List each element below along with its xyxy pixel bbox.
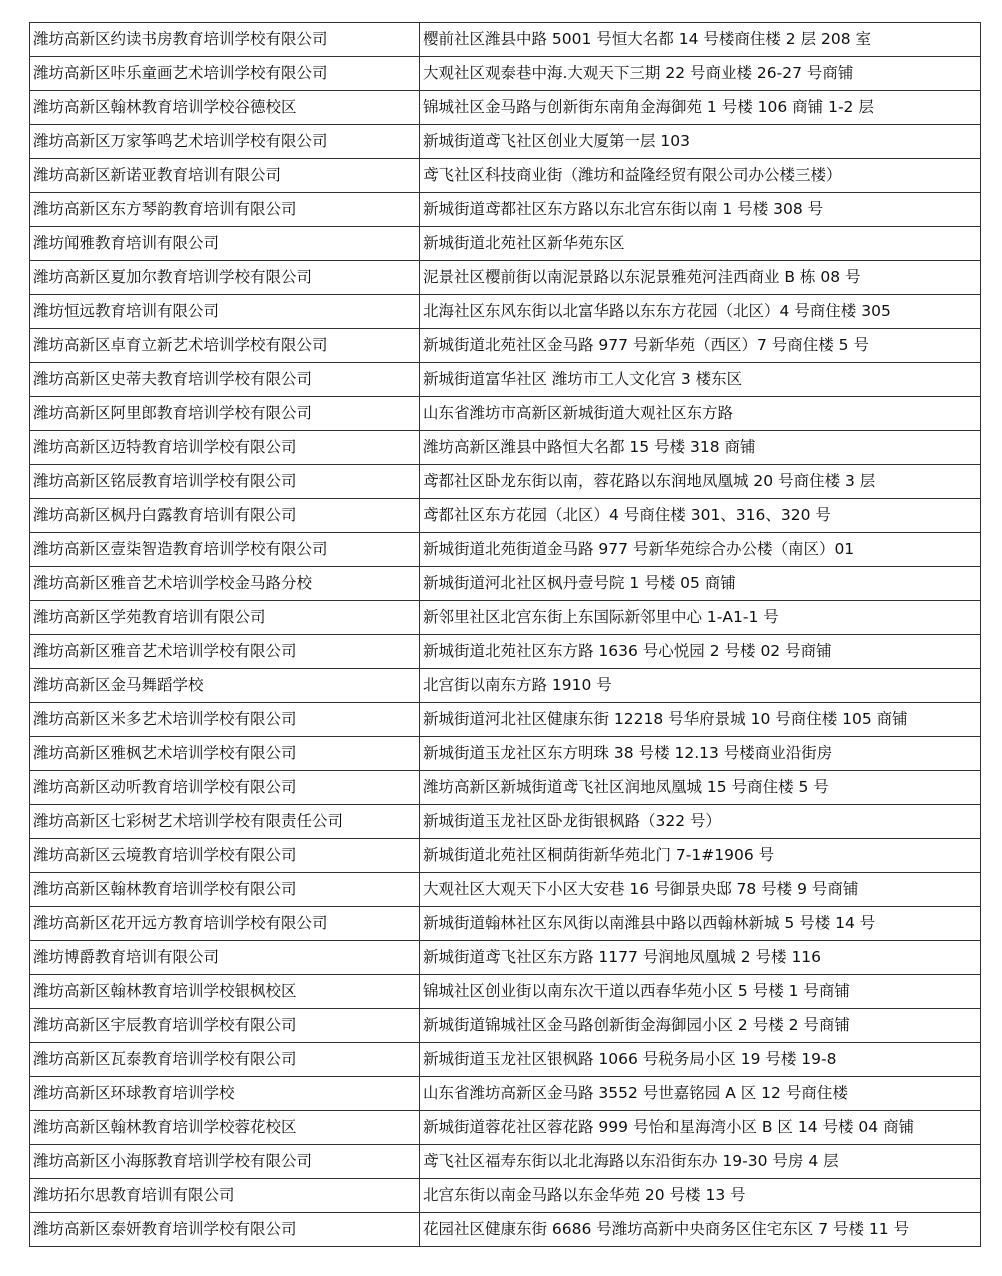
school-address-cell: 新城街道蓉花社区蓉花路 999 号怡和星海湾小区 B 区 14 号楼 04 商铺 [420,1111,981,1145]
school-name-cell: 潍坊高新区瓦泰教育培训学校有限公司 [30,1043,420,1077]
table-row [30,839,981,873]
school-address-cell: 鸢都社区卧龙东街以南，蓉花路以东润地凤凰城 20 号商住楼 3 层 [420,465,981,499]
table-row [30,1145,981,1179]
table-row [30,941,981,975]
table-row [30,227,981,261]
school-name-cell: 潍坊闻雅教育培训有限公司 [30,227,420,261]
school-name-cell: 潍坊高新区泰妍教育培训学校有限公司 [30,1213,420,1247]
school-address-cell: 新城街道玉龙社区银枫路 1066 号税务局小区 19 号楼 19-8 [420,1043,981,1077]
school-name-cell: 潍坊高新区东方琴韵教育培训有限公司 [30,193,420,227]
school-name-cell: 潍坊高新区万家筝鸣艺术培训学校有限公司 [30,125,420,159]
school-name-cell: 潍坊高新区枫丹白露教育培训有限公司 [30,499,420,533]
school-name-cell: 潍坊拓尔思教育培训有限公司 [30,1179,420,1213]
school-name-cell: 潍坊高新区雅枫艺术培训学校有限公司 [30,737,420,771]
school-address-cell: 新城街道北苑社区桐荫街新华苑北门 7-1#1906 号 [420,839,981,873]
table-body [30,23,981,1247]
table-row [30,635,981,669]
school-name-cell: 潍坊博爵教育培训有限公司 [30,941,420,975]
school-name-cell: 潍坊高新区翰林教育培训学校谷德校区 [30,91,420,125]
school-address-cell: 新城街道翰林社区东风街以南潍县中路以西翰林新城 5 号楼 14 号 [420,907,981,941]
school-address-cell: 新城街道北苑街道金马路 977 号新华苑综合办公楼（南区）01 [420,533,981,567]
school-address-cell: 新城街道锦城社区金马路创新街金海御园小区 2 号楼 2 号商铺 [420,1009,981,1043]
school-address-cell: 樱前社区潍县中路 5001 号恒大名都 14 号楼商住楼 2 层 208 室 [420,23,981,57]
school-name-cell: 潍坊高新区米多艺术培训学校有限公司 [30,703,420,737]
school-name-cell: 潍坊高新区迈特教育培训学校有限公司 [30,431,420,465]
school-name-cell: 潍坊高新区宇辰教育培训学校有限公司 [30,1009,420,1043]
school-address-table-container [29,22,980,1247]
school-address-cell: 潍坊高新区潍县中路恒大名都 15 号楼 318 商铺 [420,431,981,465]
school-address-cell: 新城街道鸢飞社区创业大厦第一层 103 [420,125,981,159]
school-address-cell: 北海社区东风东街以北富华路以东东方花园（北区）4 号商住楼 305 [420,295,981,329]
school-address-cell: 新城街道富华社区 潍坊市工人文化宫 3 楼东区 [420,363,981,397]
table-row [30,1111,981,1145]
school-address-cell: 新城街道鸢飞社区东方路 1177 号润地凤凰城 2 号楼 116 [420,941,981,975]
school-name-cell: 潍坊高新区约读书房教育培训学校有限公司 [30,23,420,57]
school-name-cell: 潍坊高新区雅音艺术培训学校有限公司 [30,635,420,669]
school-address-cell: 新城街道北苑社区金马路 977 号新华苑（西区）7 号商住楼 5 号 [420,329,981,363]
school-address-table [29,22,981,1247]
table-row [30,975,981,1009]
school-address-cell: 山东省潍坊市高新区新城街道大观社区东方路 [420,397,981,431]
table-row [30,873,981,907]
school-address-cell: 北宫街以南东方路 1910 号 [420,669,981,703]
school-address-cell: 泥景社区樱前街以南泥景路以东泥景雅苑河洼西商业 B 栋 08 号 [420,261,981,295]
table-row [30,329,981,363]
school-address-cell: 新城街道北苑社区东方路 1636 号心悦园 2 号楼 02 号商铺 [420,635,981,669]
school-address-cell: 新城街道河北社区健康东街 12218 号华府景城 10 号商住楼 105 商铺 [420,703,981,737]
table-row [30,125,981,159]
school-address-cell: 潍坊高新区新城街道鸢飞社区润地凤凰城 15 号商住楼 5 号 [420,771,981,805]
table-row [30,669,981,703]
school-name-cell: 潍坊高新区动听教育培训学校有限公司 [30,771,420,805]
table-row [30,57,981,91]
school-address-cell: 新邻里社区北宫东街上东国际新邻里中心 1-A1-1 号 [420,601,981,635]
table-row [30,771,981,805]
school-name-cell: 潍坊高新区翰林教育培训学校有限公司 [30,873,420,907]
school-address-cell: 花园社区健康东街 6686 号潍坊高新中央商务区住宅东区 7 号楼 11 号 [420,1213,981,1247]
table-row [30,397,981,431]
table-row [30,737,981,771]
table-row [30,159,981,193]
table-row [30,431,981,465]
school-name-cell: 潍坊高新区雅音艺术培训学校金马路分校 [30,567,420,601]
table-row [30,1213,981,1247]
school-address-cell: 新城街道北苑社区新华苑东区 [420,227,981,261]
school-address-cell: 新城街道玉龙社区卧龙街银枫路（322 号） [420,805,981,839]
school-address-cell: 锦城社区创业街以南东次干道以西春华苑小区 5 号楼 1 号商铺 [420,975,981,1009]
school-name-cell: 潍坊高新区七彩树艺术培训学校有限责任公司 [30,805,420,839]
school-address-cell: 鸢飞社区福寿东街以北北海路以东沿街东办 19-30 号房 4 层 [420,1145,981,1179]
school-address-cell: 大观社区观泰巷中海.大观天下三期 22 号商业楼 26-27 号商铺 [420,57,981,91]
school-name-cell: 潍坊高新区翰林教育培训学校银枫校区 [30,975,420,1009]
table-row [30,907,981,941]
school-name-cell: 潍坊高新区花开远方教育培训学校有限公司 [30,907,420,941]
table-row [30,295,981,329]
table-row [30,261,981,295]
table-row [30,567,981,601]
table-row [30,363,981,397]
school-name-cell: 潍坊恒远教育培训有限公司 [30,295,420,329]
table-row [30,703,981,737]
table-row [30,533,981,567]
school-address-cell: 锦城社区金马路与创新街东南角金海御苑 1 号楼 106 商铺 1-2 层 [420,91,981,125]
school-name-cell: 潍坊高新区环球教育培训学校 [30,1077,420,1111]
table-row [30,1179,981,1213]
school-name-cell: 潍坊高新区夏加尔教育培训学校有限公司 [30,261,420,295]
school-address-cell: 北宫东街以南金马路以东金华苑 20 号楼 13 号 [420,1179,981,1213]
school-name-cell: 潍坊高新区铭辰教育培训学校有限公司 [30,465,420,499]
school-address-cell: 新城街道鸢都社区东方路以东北宫东街以南 1 号楼 308 号 [420,193,981,227]
school-address-cell: 鸢都社区东方花园（北区）4 号商住楼 301、316、320 号 [420,499,981,533]
school-name-cell: 潍坊高新区小海豚教育培训学校有限公司 [30,1145,420,1179]
school-name-cell: 潍坊高新区新诺亚教育培训有限公司 [30,159,420,193]
school-address-cell: 山东省潍坊高新区金马路 3552 号世嘉铭园 A 区 12 号商住楼 [420,1077,981,1111]
school-address-cell: 大观社区大观天下小区大安巷 16 号御景央邸 78 号楼 9 号商铺 [420,873,981,907]
school-name-cell: 潍坊高新区壹柒智造教育培训学校有限公司 [30,533,420,567]
table-row [30,23,981,57]
school-name-cell: 潍坊高新区云境教育培训学校有限公司 [30,839,420,873]
table-row [30,601,981,635]
school-address-cell: 鸢飞社区科技商业街（潍坊和益隆经贸有限公司办公楼三楼） [420,159,981,193]
table-row [30,1043,981,1077]
table-row [30,465,981,499]
table-row [30,1077,981,1111]
school-name-cell: 潍坊高新区卓育立新艺术培训学校有限公司 [30,329,420,363]
table-row [30,91,981,125]
school-name-cell: 潍坊高新区阿里郎教育培训学校有限公司 [30,397,420,431]
school-name-cell: 潍坊高新区学苑教育培训有限公司 [30,601,420,635]
school-address-cell: 新城街道河北社区枫丹壹号院 1 号楼 05 商铺 [420,567,981,601]
school-address-cell: 新城街道玉龙社区东方明珠 38 号楼 12.13 号楼商业沿街房 [420,737,981,771]
school-name-cell: 潍坊高新区翰林教育培训学校蓉花校区 [30,1111,420,1145]
school-name-cell: 潍坊高新区咔乐童画艺术培训学校有限公司 [30,57,420,91]
table-row [30,193,981,227]
table-row [30,805,981,839]
school-name-cell: 潍坊高新区史蒂夫教育培训学校有限公司 [30,363,420,397]
table-row [30,499,981,533]
school-name-cell: 潍坊高新区金马舞蹈学校 [30,669,420,703]
table-row [30,1009,981,1043]
